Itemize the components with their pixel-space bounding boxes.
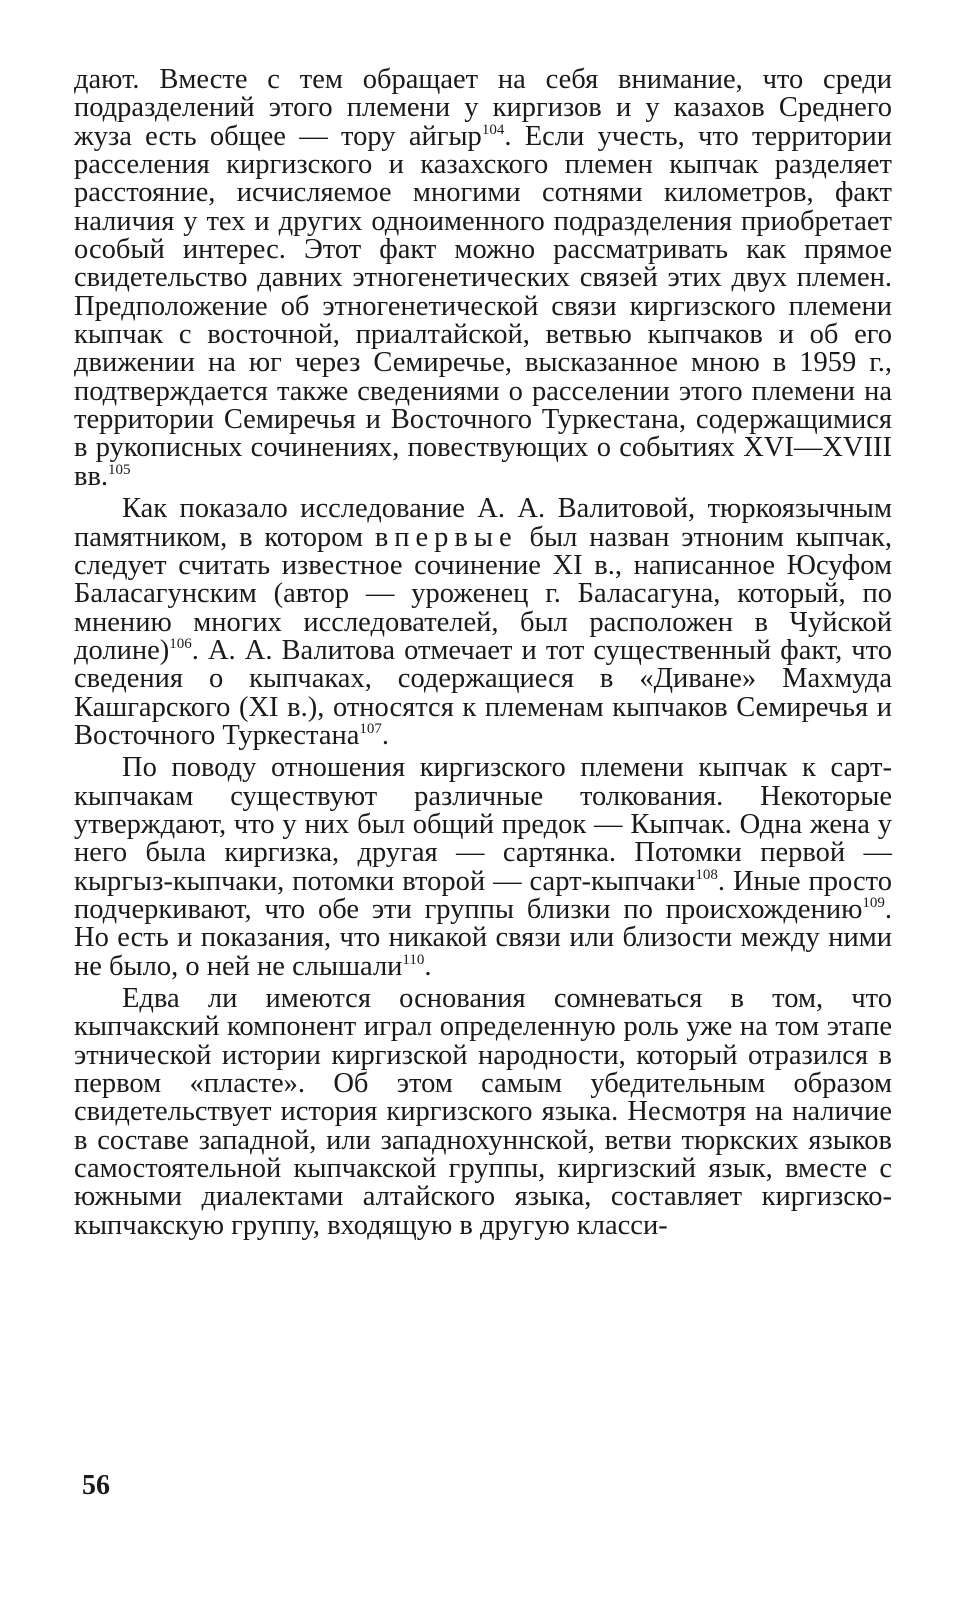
footnote-ref: 108: [695, 866, 718, 883]
footnote-ref: 107: [359, 720, 382, 737]
paragraph-2: [74, 495, 892, 750]
page-body: [74, 66, 892, 1240]
footnote-ref: 104: [481, 121, 505, 138]
emphasized-word: впервые: [374, 521, 518, 553]
text-run: По поводу отношения киргизского племени кыпчак к сарт-кыпчакам существуют различные толкования. Некоторые утверждают, что у них был общий предок — Кыпчак. Одна жена у него была киргизка, другая — сартянка. Потомки первой — кыргыз-кыпчаки, потомки второй — сарт-кыпчаки: [74, 752, 892, 897]
footnote-ref: 105: [108, 461, 131, 478]
text-run: Едва ли имеются основания сомневаться в том, что кыпчакский компонент играл определенную роль уже на том этапе этнической истории киргизской народности, который отразился в первом «пласте». Об этом самым убедительным образом свидетельствует история киргизского языка. Несмотря на наличие в составе западной, или западнохуннской, ветви тюркских языков самостоятельной кыпчакской группы, киргизский язык, вместе с южными диалектами алтайского языка, составляет киргизско-кыпчакскую группу, входящую в другую класси-: [74, 983, 892, 1241]
text-run: . А. А. Валитова отмечает и тот существенный факт, что сведения о кыпчаках, содержащиеся в «Диване» Махмуда Кашгарского (XI в.), относятся к племенам кыпчаков Семиречья и Восточного Туркестана: [74, 634, 892, 751]
page-number: 56: [82, 1470, 110, 1501]
text-run: Как показало исследование А. А. Валитовой, тюркоязычным памятником, в котором: [74, 493, 892, 553]
footnote-ref: 106: [169, 635, 192, 652]
text-run: . Но есть и показания, что никакой связи или близости между ними не было, о ней не слышали: [74, 893, 892, 982]
text-run: .: [381, 719, 390, 751]
text-run: . Если учесть, что территории расселения киргизского и казахского племен кыпчак разделяет расстояние, исчисляемое многими сотнями километров, факт наличия у тех и других одноименного подразделения приобретает особый интерес. Этот факт можно рассматривать как прямое свидетельство давних этногенетических связей этих двух племен. Предположение об этногенетической связи киргизского племени кыпчак с восточной, приалтайской, ветвью кыпчаков и об его движении на юг через Семиречье, высказанное мною в 1959 г., подтверждается также сведениями о расселении этого племени на территории Семиречья и Восточного Туркестана, содержащимися в рукописных сочинениях, повествующих о событиях XVI—XVIII вв.: [74, 120, 892, 492]
text-run: . Иные просто подчеркивают, что обе эти группы близки по происхождению: [74, 865, 892, 925]
text-run: был назван этноним кыпчак, следует считать известное сочинение XI в., написанное Юсуфом Баласагунским (автор — уроженец г. Баласагуна, который, по мнению многих исследователей, был расположен в Чуйской долине): [74, 521, 892, 666]
paragraph-1: [74, 66, 892, 491]
text-run: .: [424, 950, 432, 982]
footnote-ref: 109: [862, 894, 885, 911]
paragraph-4: [74, 985, 892, 1240]
footnote-ref: 110: [402, 951, 425, 968]
text-run: дают. Вместе с тем обращает на себя внимание, что среди подразделений этого племени у киргизов и у казахов Среднего жуза есть общее — тору айгыр: [74, 64, 892, 152]
paragraph-3: [74, 754, 892, 981]
